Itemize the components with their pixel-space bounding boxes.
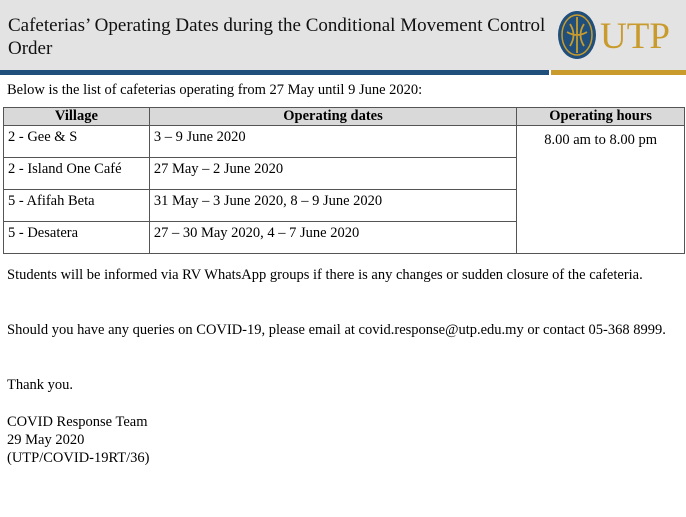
page-title: Cafeterias’ Operating Dates during the Conditional Movement Control Order bbox=[8, 15, 546, 59]
dates-cell: 27 May – 2 June 2020 bbox=[149, 158, 516, 190]
village-cell: 2 - Gee & S bbox=[4, 126, 150, 158]
village-cell: 5 - Afifah Beta bbox=[4, 190, 150, 222]
dates-cell: 31 May – 3 June 2020, 8 – 9 June 2020 bbox=[149, 190, 516, 222]
column-header-dates: Operating dates bbox=[149, 108, 516, 126]
signature-date: 29 May 2020 bbox=[7, 432, 85, 448]
header-bar-blue bbox=[0, 70, 549, 75]
queries-text: Should you have any queries on COVID-19, please email at covid.response@utp.edu.my or contact 05-368 8999. bbox=[7, 322, 666, 338]
column-header-village: Village bbox=[4, 108, 150, 126]
dates-cell: 3 – 9 June 2020 bbox=[149, 126, 516, 158]
signature-ref: (UTP/COVID-19RT/36) bbox=[7, 450, 150, 466]
hours-cell: 8.00 am to 8.00 pm bbox=[517, 126, 685, 254]
header-bar-gold bbox=[551, 70, 686, 75]
utp-logo bbox=[556, 8, 682, 62]
cafeteria-table bbox=[3, 107, 685, 254]
closure-notice: Students will be informed via RV WhatsApp groups if there is any changes or sudden closure of the cafeteria. bbox=[7, 267, 643, 283]
column-header-hours: Operating hours bbox=[517, 108, 685, 126]
intro-text: Below is the list of cafeterias operating from 27 May until 9 June 2020: bbox=[7, 82, 423, 98]
table-row bbox=[4, 126, 685, 158]
svg-text:UTP: UTP bbox=[600, 16, 670, 57]
signature-team: COVID Response Team bbox=[7, 414, 148, 430]
header-banner bbox=[0, 0, 686, 70]
thanks-text: Thank you. bbox=[7, 377, 74, 393]
dates-cell: 27 – 30 May 2020, 4 – 7 June 2020 bbox=[149, 222, 516, 254]
village-cell: 2 - Island One Café bbox=[4, 158, 150, 190]
table-header-row bbox=[4, 108, 685, 126]
village-cell: 5 - Desatera bbox=[4, 222, 150, 254]
